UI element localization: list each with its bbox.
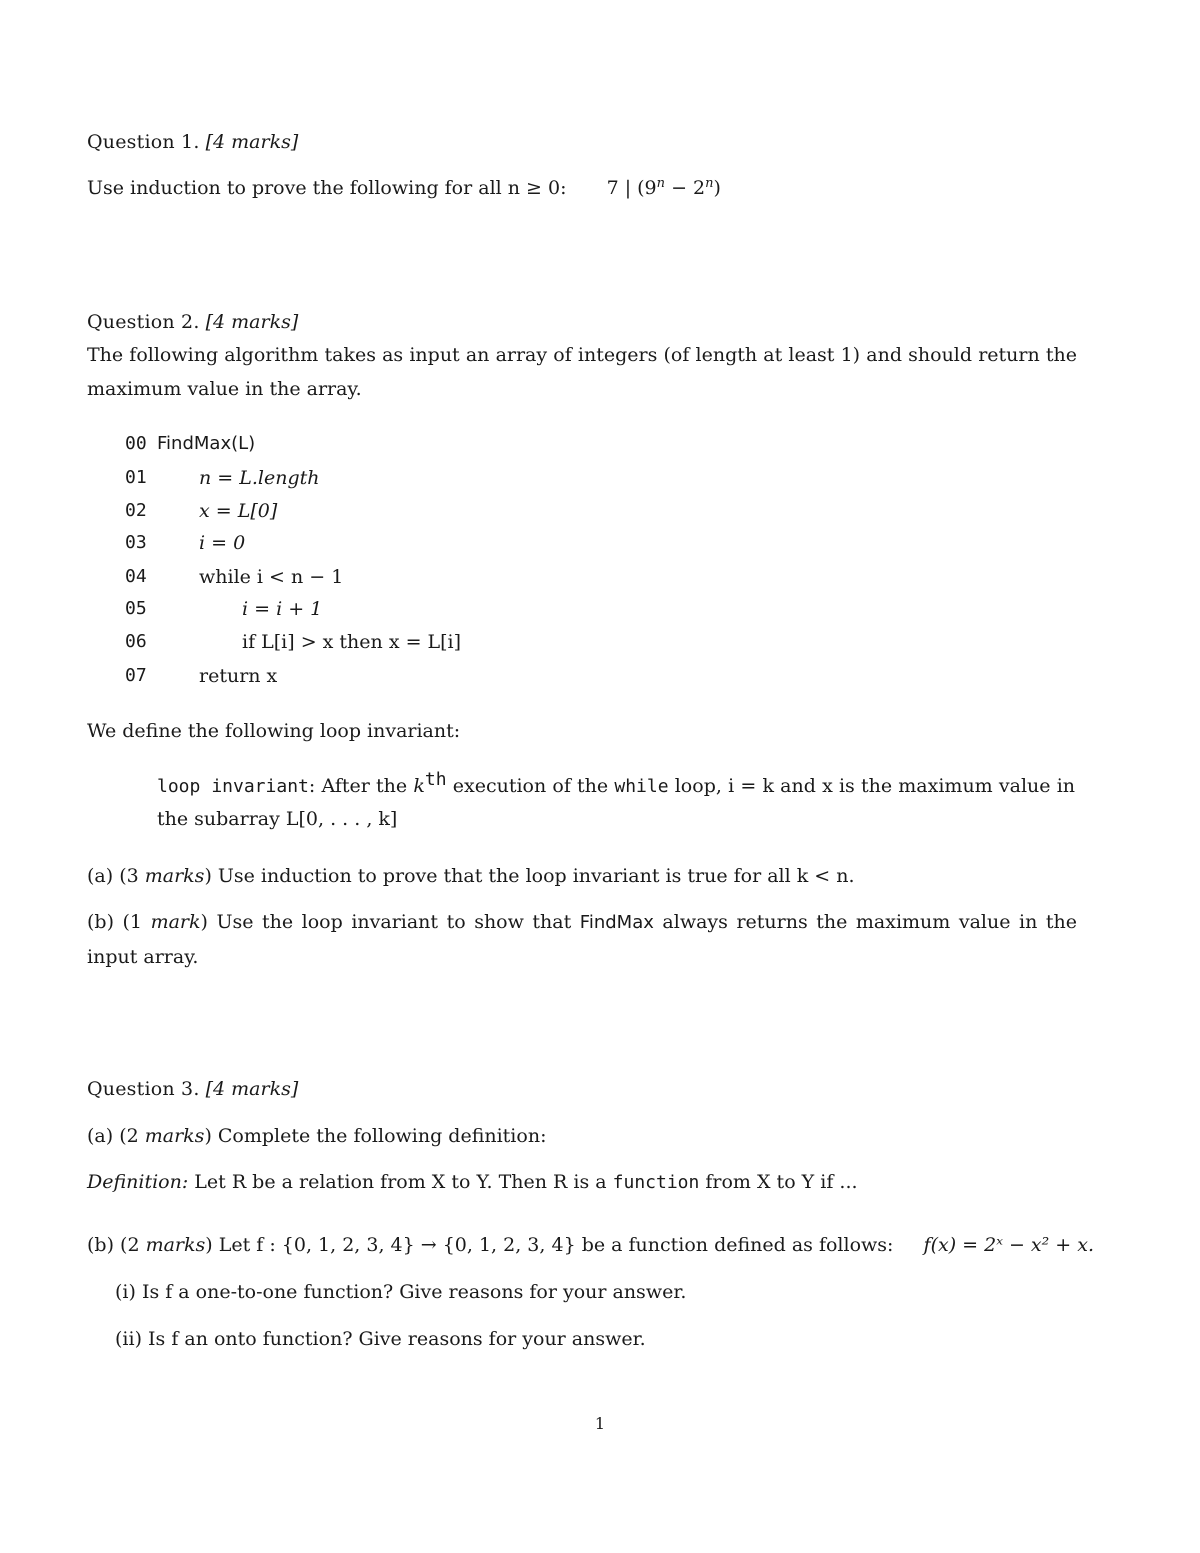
- q1-title: Question 1.: [87, 131, 200, 153]
- page-number: 1: [594, 1414, 606, 1433]
- q1-formula: 7 | $(9^n - 2^n)$: [606, 176, 721, 199]
- q3-part-a: (a) (2 marks) Complete the following definition:: [87, 1125, 547, 1147]
- q1-text: Use induction to prove the following for all n ≥ 0:: [87, 177, 567, 199]
- q3-sub-i: (i) Is f a one-to-one function? Give reasons for your answer.: [115, 1281, 687, 1303]
- code-line-number: 06: [125, 631, 147, 652]
- q3-heading: [87, 1076, 298, 1102]
- loop-invariant: loop invariant: After the $k^{th}$ execution of the while loop, i = k and x is the maximum value in the subarray L[0, . . . , k]: [157, 769, 1076, 830]
- code-line-number: 04: [125, 566, 147, 587]
- code-line-number: 02: [125, 500, 147, 521]
- q2-intro: The following algorithm takes as input an array of integers (of length at least 1) and should return the maximum value in the array.: [87, 344, 1077, 400]
- code-line-statement: i = 0: [199, 532, 246, 554]
- q1-marks: [4 marks]: [205, 131, 299, 153]
- code-line-statement: x = L[0]: [199, 500, 278, 522]
- code-line-number: 00: [125, 433, 147, 454]
- q2-title: Question 2.: [87, 311, 200, 333]
- q2-part-a: (a) (3 marks) Use induction to prove that the loop invariant is true for all k < n.: [87, 865, 855, 887]
- q3-title: Question 3.: [87, 1078, 200, 1100]
- code-line-number: 07: [125, 665, 147, 686]
- q1-heading: [87, 129, 298, 155]
- code-line-statement: n = L.length: [199, 467, 320, 489]
- q3-definition: Definition: Let R be a relation from X to Y. Then R is a function from X to Y if ...: [87, 1171, 858, 1193]
- code-line-statement: i = i + 1: [242, 598, 323, 620]
- q2-marks: [4 marks]: [205, 311, 299, 333]
- q3-part-b: (b) (2 marks) Let f : {0, 1, 2, 3, 4} → {0, 1, 2, 3, 4} be a function defined as follows: f(x) = 2ˣ − x² + x.: [87, 1234, 1095, 1256]
- q3-sub-ii: (ii) Is f an onto function? Give reasons for your answer.: [115, 1328, 646, 1350]
- invariant-label: loop invariant: [157, 776, 309, 797]
- code-line-number: 01: [125, 467, 147, 488]
- code-line-statement: if L[i] > x then x = L[i]: [242, 631, 462, 653]
- code-line-number: 05: [125, 598, 147, 619]
- q3-function-formula: f(x) = 2ˣ − x² + x.: [923, 1234, 1095, 1256]
- q1-statement: [87, 175, 721, 201]
- code-line-number: 03: [125, 532, 147, 553]
- code-line-statement: FindMax(L): [157, 433, 256, 454]
- code-line-statement: return x: [199, 665, 278, 687]
- code-line-statement: while i < n − 1: [199, 566, 344, 588]
- q2-define-text: We define the following loop invariant:: [87, 720, 461, 742]
- q3-marks: [4 marks]: [205, 1078, 299, 1100]
- q2-part-b: (b) (1 mark) Use the loop invariant to show that FindMax always returns the maximum value in the input array.: [87, 911, 1077, 968]
- q2-heading: [87, 309, 298, 335]
